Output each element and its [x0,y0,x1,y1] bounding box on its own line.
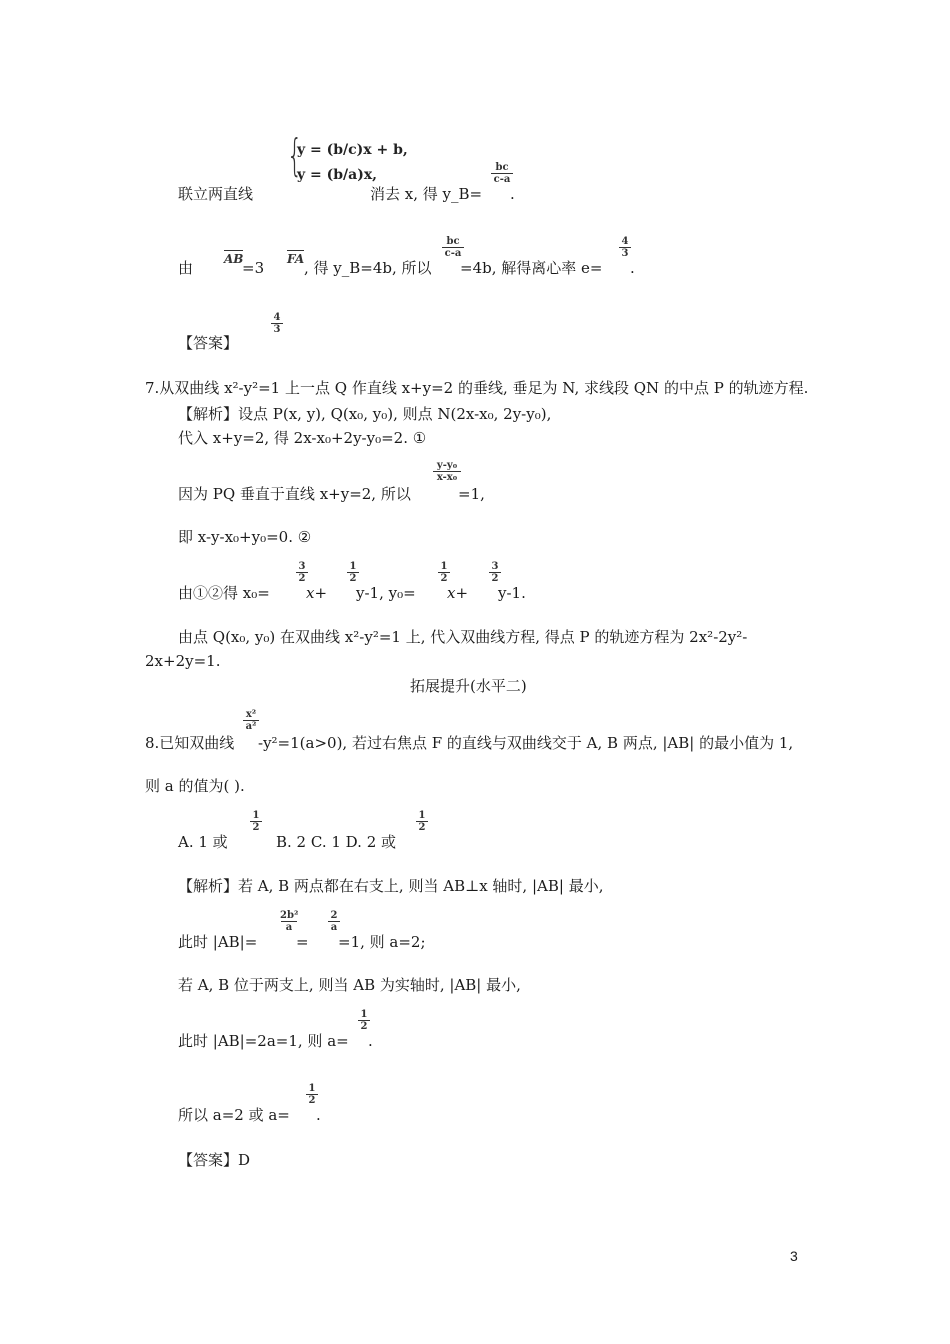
q8-sol2-f1-num: 2b² [280,910,299,921]
q8-sol2-frac2 [327,910,341,933]
q8-sol2-f2-num: 2 [330,910,338,921]
block2-you: 由 [178,259,194,277]
q7-frac2 [346,561,360,584]
answer1-fraction [270,312,284,335]
q8-sol4b: . [368,1032,373,1050]
q8-frac-den: a² [245,721,257,732]
q8-options-b: B. 2 C. 1 D. 2 或 [276,833,397,851]
q7-line7: 2x+2y=1. [145,652,221,670]
block2-text1: , 得 y_B=4b, 所以 [304,259,432,277]
q8-sol5a: 所以 a=2 或 a= [178,1106,290,1124]
q7-f1-den: 2 [298,573,306,584]
page-number: 3 [790,1248,798,1264]
q7-slope-fraction [432,460,462,483]
block1-middle: 消去 x, 得 y_B= [370,185,483,203]
q8-sol4-den: 2 [360,1021,368,1032]
e-num: 4 [621,236,629,247]
q8-sol4a: 此时 |AB|=2a=1, 则 a= [178,1032,349,1050]
q7-f2-den: 2 [349,573,357,584]
q8-frac-num: x² [245,709,257,720]
answer1-num: 4 [273,312,281,323]
q8-sol2-f2-den: a [330,922,338,933]
q7-line5d: x+ [447,584,469,602]
block2-eq3: =3 [242,259,265,277]
vector-fa: FA [287,252,305,266]
q8-option-a-fraction [249,810,263,833]
q8-hyperbola-fraction [242,709,260,732]
q8-opt-den: 2 [252,822,260,833]
q8-opt-num: 1 [252,810,260,821]
q8-answer: 【答案】D [178,1151,251,1169]
section-title: 拓展提升(水平二) [410,677,527,695]
q8-prefix: 8.已知双曲线 [145,734,235,752]
block1-end: . [510,185,515,203]
block2-frac-num: bc [446,236,460,247]
vector-ab: AB [224,252,244,266]
q8-sol1: 【解析】若 A, B 两点都在右支上, 则当 AB⊥x 轴时, |AB| 最小, [178,877,604,895]
block1-fraction [490,162,514,185]
answer1-label: 【答案】 [178,334,239,352]
q7-line3a: 因为 PQ 垂直于直线 x+y=2, 所以 [178,485,411,503]
block2-fraction [441,236,465,259]
q7-f2-num: 1 [349,561,357,572]
q8-opt2-den: 2 [418,822,426,833]
q7-frac4 [488,561,502,584]
q7-title: 7.从双曲线 x²-y²=1 上一点 Q 作直线 x+y=2 的垂线, 垂足为 N, 求线段 QN 的中点 P 的轨迹方程. [145,379,809,397]
q7-line2: 代入 x+y=2, 得 2x-x₀+2y-y₀=2. ① [178,429,427,447]
system-brace: { [287,130,303,181]
q8-sol5-fraction [305,1083,319,1106]
q7-f4-den: 2 [491,573,499,584]
q8-sol5b: . [316,1106,321,1124]
q7-f4-num: 3 [491,561,499,572]
block1-frac-num: bc [495,162,509,173]
q8-opt2-num: 1 [418,810,426,821]
q7-f1-num: 3 [298,561,306,572]
q8-sol5-den: 2 [308,1095,316,1106]
q7-line5c: y-1, y₀= [356,584,416,602]
q8-text: -y²=1(a>0), 若过右焦点 F 的直线与双曲线交于 A, B 两点, |AB| 的最小值为 1, [258,734,794,752]
q7-line1: 【解析】设点 P(x, y), Q(x₀, y₀), 则点 N(2x-x₀, 2y-y₀), [178,405,552,423]
system-equation-2: y = (b/a)x, [297,167,378,183]
q8-sol2-frac1 [280,910,298,933]
block2-frac-den: c-a [444,248,462,259]
q8-sol2a: 此时 |AB|= [178,933,258,951]
q7-frac3 [437,561,451,584]
q8-sol3: 若 A, B 位于两支上, 则当 AB 为实轴时, |AB| 最小, [178,976,521,994]
q7-f3-den: 2 [440,573,448,584]
q7-frac1 [295,561,309,584]
q8-sol2c: =1, 则 a=2; [338,933,426,951]
q7-slope-num: y-y₀ [436,460,458,471]
q8-sol2-f1-den: a [285,922,293,933]
e-den: 3 [621,248,629,259]
system-equation-1: y = (b/c)x + b, [297,142,408,158]
q7-f3-num: 1 [440,561,448,572]
q8-sol4-fraction [357,1009,371,1032]
q8-sol5-num: 1 [308,1083,316,1094]
q7-line3b: =1, [458,485,485,503]
block1-prefix: 联立两直线 [178,185,254,203]
q8-sol4-num: 1 [360,1009,368,1020]
q7-line5b: x+ [306,584,328,602]
q7-line5a: 由①②得 x₀= [178,584,270,602]
q8-line2: 则 a 的值为( ). [145,777,245,795]
q7-line5e: y-1. [498,584,526,602]
q7-line6: 由点 Q(x₀, y₀) 在双曲线 x²-y²=1 上, 代入双曲线方程, 得点 P 的轨迹方程为 2x²-2y²- [178,628,748,646]
q7-slope-den: x-x₀ [436,472,458,483]
q8-option-d-fraction [415,810,429,833]
q8-sol2b: = [296,933,309,951]
eccentricity-fraction [618,236,632,259]
answer1-den: 3 [273,324,281,335]
block2-end: . [630,259,635,277]
q8-options-a: A. 1 或 [178,833,228,851]
block1-frac-den: c-a [493,174,511,185]
q7-line4: 即 x-y-x₀+y₀=0. ② [178,528,312,546]
block2-text2: =4b, 解得离心率 e= [460,259,603,277]
